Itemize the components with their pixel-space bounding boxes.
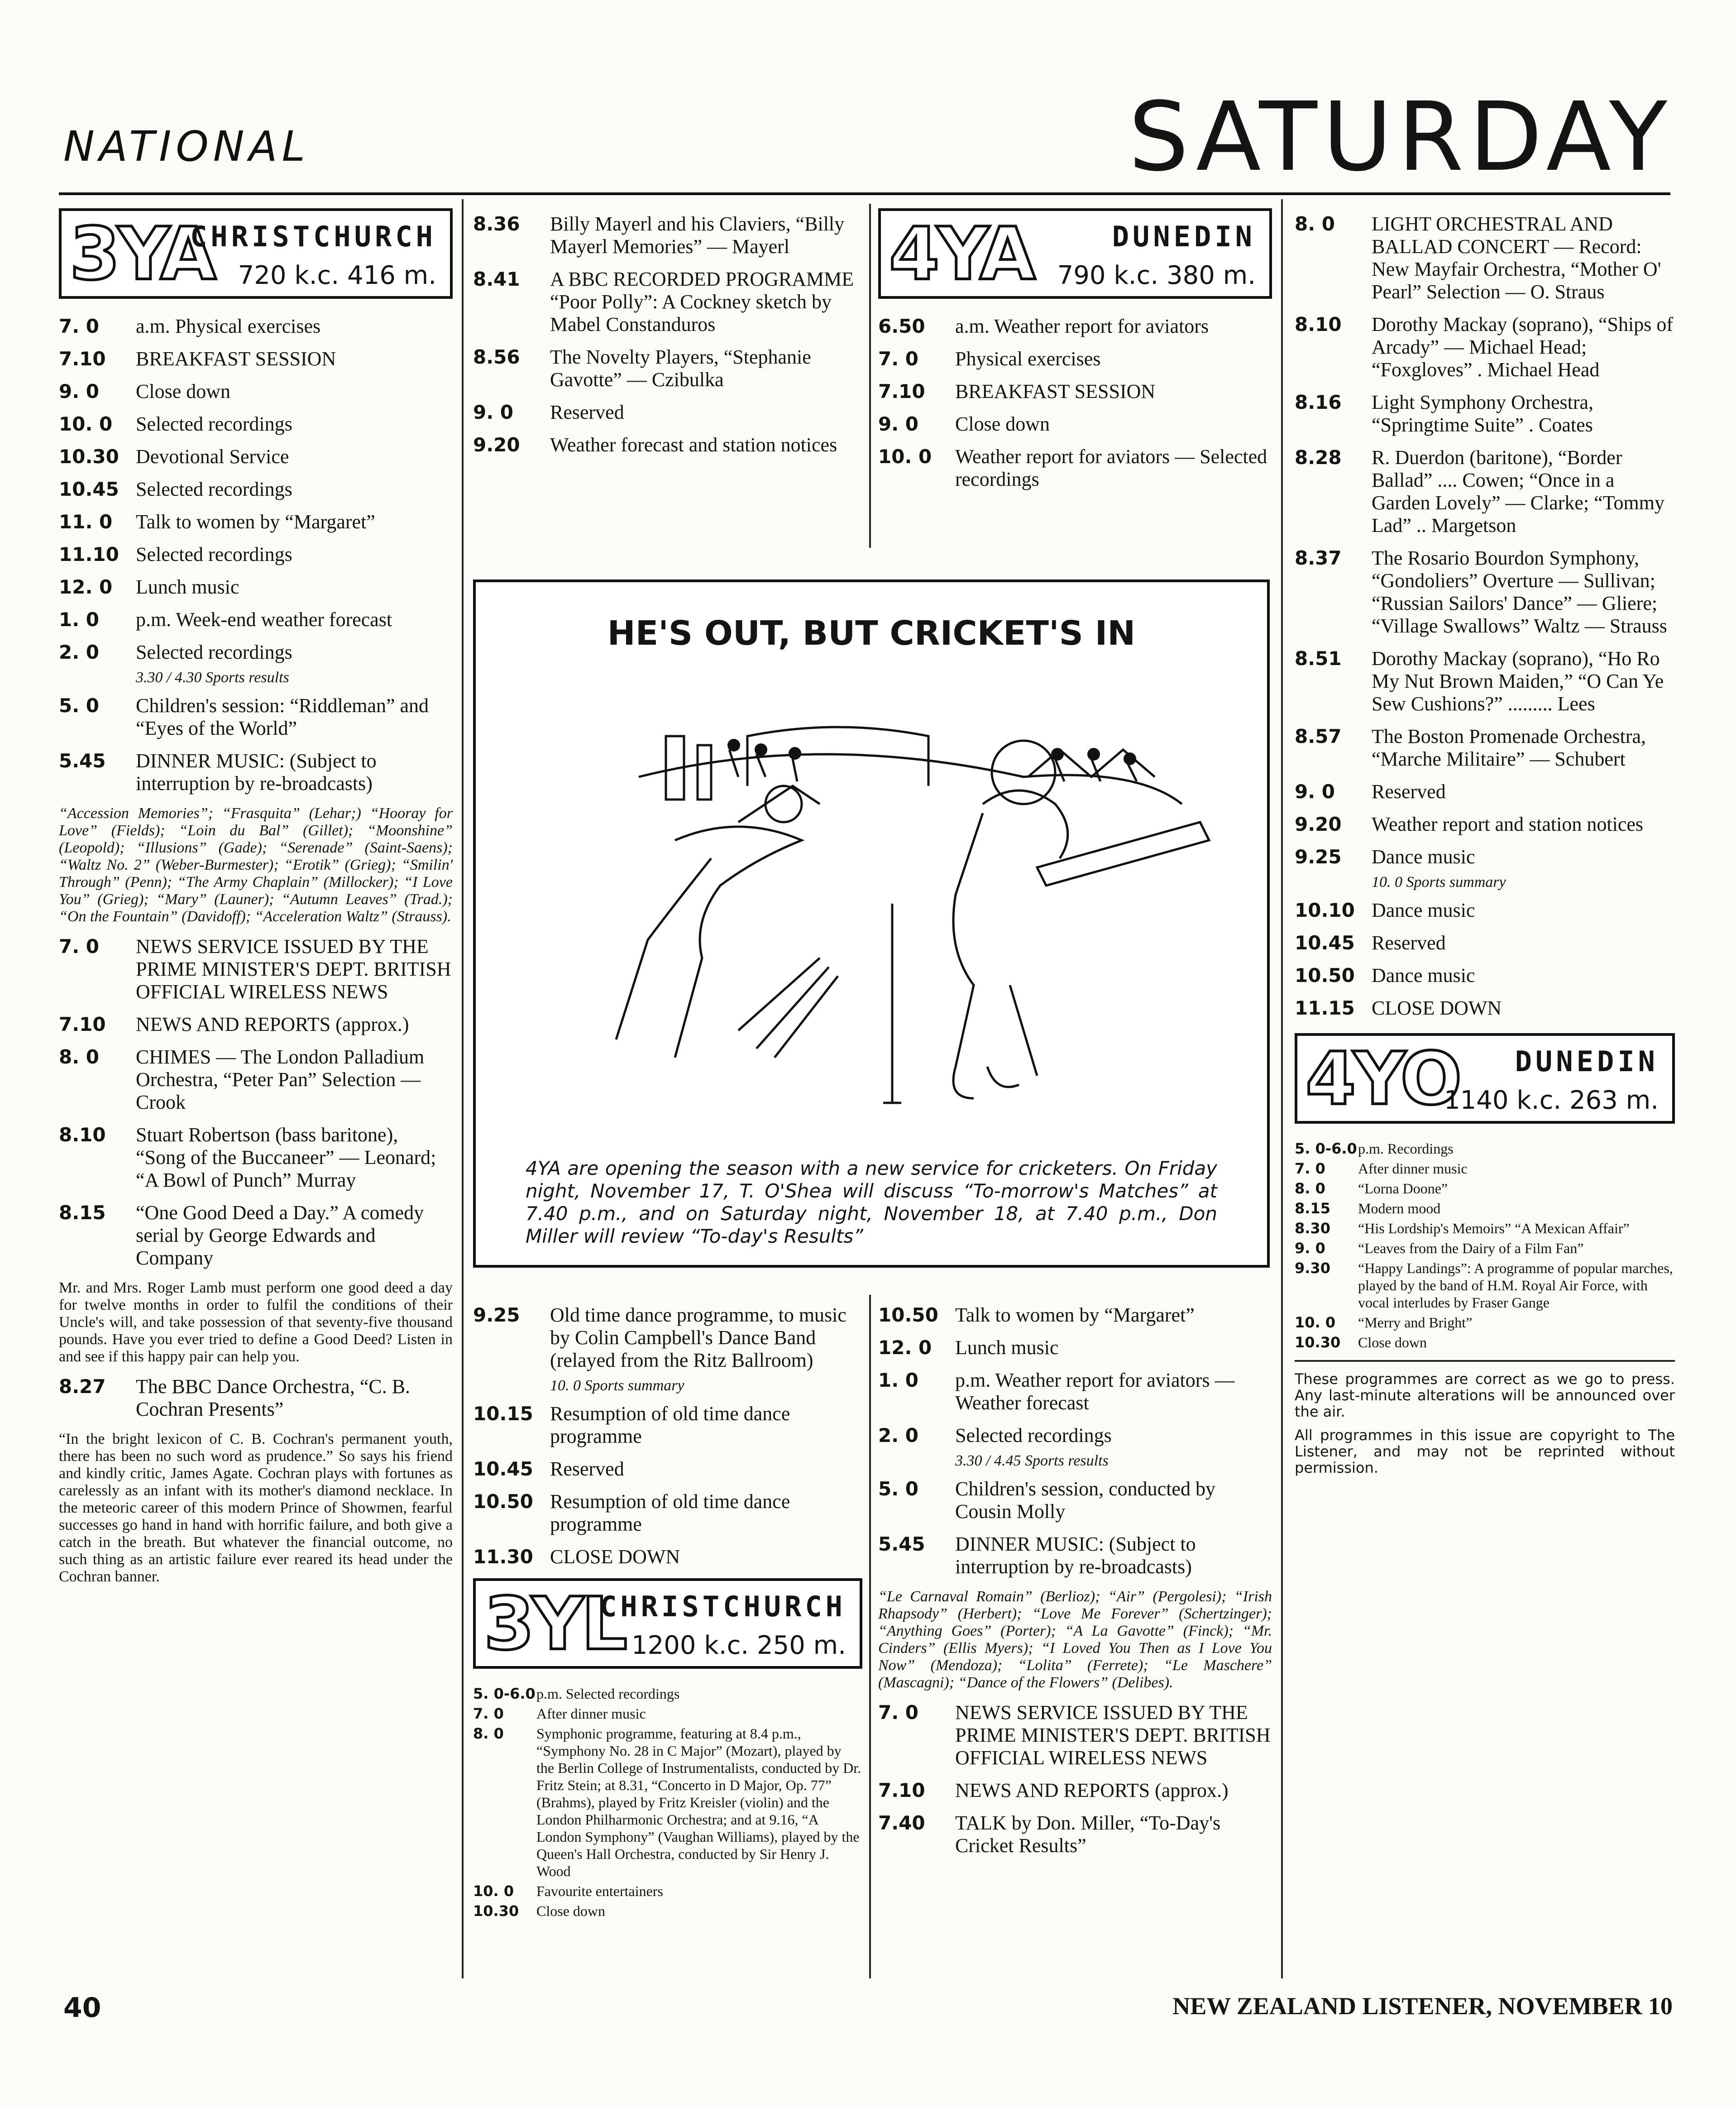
schedule-item: [1295, 1220, 1675, 1237]
entry-description: Selected recordings: [136, 413, 292, 435]
column-3ya: [59, 208, 453, 1595]
entry-description: Reserved: [1372, 932, 1446, 954]
programme-entry: [1295, 446, 1675, 537]
entry-description: Selected recordings: [136, 543, 292, 565]
programme-entry: [59, 608, 453, 631]
column-4ya-continued: [878, 1304, 1272, 1867]
programme-entry: [59, 750, 453, 795]
entry-time: 7. 0: [59, 315, 100, 337]
programme-note: “In the bright lexicon of C. B. Cochran's permanent youth, there has been no such word as prudence.” So says his friend and kindly critic, James Agate. Cochran plays with fortunes as carelessly as an infant with its mother's diamond necklace. In the meteoric career of this modern Prince of Showmen, fearful successes go hand in hand with horrific failure, and both give a catch in the breath. But whatever the financial outcome, no such thing as an artistic failure ever reared its head under the Cochran banner.: [59, 1431, 453, 1585]
entry-time: 5. 0-6.0: [1295, 1140, 1357, 1157]
station-frequency: 790 k.c. 380 m.: [1057, 261, 1256, 290]
programme-entry: [1295, 391, 1675, 436]
entry-time: 9.30: [1295, 1259, 1330, 1277]
programme-entry: [473, 1490, 862, 1536]
entry-description: “Leaves from the Dairy of a Film Fan”: [1358, 1240, 1584, 1256]
station-city: DUNEDIN: [1112, 220, 1256, 253]
entry-time: 8.15: [59, 1202, 106, 1224]
entry-time: 7. 0: [878, 1701, 919, 1724]
programme-entry: [59, 380, 453, 403]
schedule-item: [1295, 1200, 1675, 1217]
entry-time: 9.25: [473, 1304, 520, 1326]
sub-note: 10. 0 Sports summary: [1372, 874, 1506, 891]
entry-description: Reserved: [550, 401, 624, 423]
entry-description: p.m. Week-end weather forecast: [136, 608, 392, 631]
entry-time: 8.28: [1295, 446, 1342, 469]
entry-description: “His Lordship's Memoirs” “A Mexican Affair”: [1358, 1220, 1630, 1236]
entry-description: Favourite entertainers: [536, 1883, 663, 1899]
entry-description: CLOSE DOWN: [1372, 997, 1502, 1019]
entry-time: 8.51: [1295, 647, 1342, 670]
entry-description: p.m. Weather report for aviators — Weather forecast: [955, 1369, 1235, 1414]
entry-time: 10.50: [473, 1490, 533, 1513]
entry-description: Children's session, conducted by Cousin Molly: [955, 1478, 1215, 1523]
station-city: CHRISTCHURCH: [600, 1590, 846, 1623]
entry-description: The BBC Dance Orchestra, “C. B. Cochran Presents”: [136, 1375, 411, 1420]
programme-entry: [59, 413, 453, 436]
entry-description: “One Good Deed a Day.” A comedy serial by George Edwards and Company: [136, 1202, 424, 1269]
entry-description: The Boston Promenade Orchestra, “Marche Militaire” — Schubert: [1372, 725, 1646, 770]
entry-description: BREAKFAST SESSION: [136, 348, 336, 370]
schedule-item: [1295, 1314, 1675, 1331]
entry-description: Dance music: [1372, 964, 1475, 986]
entry-time: 7.10: [878, 1779, 925, 1801]
entry-time: 7.10: [59, 1013, 106, 1035]
entry-description: a.m. Weather report for aviators: [955, 315, 1209, 337]
programme-entry: [1295, 997, 1675, 1020]
entry-description: DINNER MUSIC: (Subject to interruption by re-broadcasts): [955, 1533, 1196, 1578]
entry-time: 10.50: [1295, 964, 1355, 986]
station-frequency: 1140 k.c. 263 m.: [1444, 1086, 1659, 1115]
schedule-item: [473, 1685, 862, 1702]
entry-description: Weather report and station notices: [1372, 813, 1644, 835]
entry-description: Light Symphony Orchestra, “Springtime Suite” . Coates: [1372, 391, 1594, 436]
section-label: NATIONAL: [63, 122, 310, 171]
programme-entry: [59, 543, 453, 566]
entry-time: 8.10: [59, 1124, 106, 1146]
column-3ya-continued: [473, 213, 862, 466]
programme-entry: [878, 1779, 1272, 1802]
programme-entry: [878, 1533, 1272, 1578]
entry-description: BREAKFAST SESSION: [955, 380, 1156, 402]
station-frequency: 1200 k.c. 250 m.: [631, 1631, 846, 1660]
programme-entry: [473, 1546, 862, 1568]
entry-time: 8.15: [1295, 1200, 1330, 1217]
entry-time: 10.45: [473, 1458, 533, 1480]
station-header-3yl: [473, 1578, 862, 1669]
entry-time: 8. 0: [59, 1046, 100, 1068]
cartoon-caption: 4YA are opening the season with a new service for cricketers. On Friday night, November 17, T. O'Shea will discuss “To-morrow's Matches” at 7.40 p.m., and on Saturday night, November 18, at 7.40 p.m., Don Miller will review “To-day's Results”: [526, 1157, 1217, 1247]
programme-entry: [878, 1812, 1272, 1857]
entry-time: 5. 0: [878, 1478, 919, 1500]
entry-time: 8.56: [473, 346, 520, 368]
programme-entry: [59, 445, 453, 468]
station-city: DUNEDIN: [1515, 1045, 1659, 1078]
entry-time: 10.50: [878, 1304, 938, 1326]
column-divider: [869, 204, 871, 548]
programme-entry: [59, 1202, 453, 1269]
entry-description: Close down: [1358, 1334, 1427, 1350]
entry-time: 7. 0: [473, 1705, 504, 1722]
programme-entry: [1295, 964, 1675, 987]
schedule-item: [1295, 1160, 1675, 1177]
page-number: 40: [63, 1992, 101, 2024]
station-call-sign: 4YO: [1306, 1036, 1459, 1121]
programme-entry: [878, 1369, 1272, 1414]
entry-time: 10.30: [1295, 1334, 1341, 1351]
entry-description: DINNER MUSIC: (Subject to interruption by re-broadcasts): [136, 750, 377, 795]
entry-time: 10.10: [1295, 899, 1355, 921]
entry-time: 8.10: [1295, 313, 1342, 335]
page-title: SATURDAY: [1128, 81, 1673, 192]
entry-description: Selected recordings: [136, 641, 292, 663]
entry-description: Selected recordings: [136, 478, 292, 500]
programme-entry: [878, 1336, 1272, 1359]
cricket-cartoon-illustration: [503, 668, 1245, 1144]
entry-time: 8.36: [473, 213, 520, 235]
entry-time: 12. 0: [878, 1336, 932, 1359]
programme-entry: [59, 935, 453, 1003]
entry-description: NEWS SERVICE ISSUED BY THE PRIME MINISTER'S DEPT. BRITISH OFFICIAL WIRELESS NEWS: [955, 1701, 1271, 1769]
entry-time: 6.50: [878, 315, 925, 337]
entry-description: Weather forecast and station notices: [550, 434, 837, 456]
entry-time: 9. 0: [1295, 781, 1335, 803]
entry-time: 9.25: [1295, 846, 1342, 868]
entry-description: “Happy Landings”: A programme of popular marches, played by the band of H.M. Royal Air Force, with vocal interludes by Fraser Gange: [1358, 1260, 1673, 1311]
entry-time: 5. 0-6.0: [473, 1685, 536, 1702]
entry-description: Stuart Robertson (bass baritone), “Song of the Buccaneer” — Leonard; “A Bowl of Punch” Murray: [136, 1124, 436, 1191]
entry-time: 8. 0: [1295, 213, 1335, 235]
programme-entry: [473, 1304, 862, 1372]
entry-description: Lunch music: [136, 576, 239, 598]
station-header-4yo: [1295, 1033, 1675, 1124]
station-city: CHRISTCHURCH: [190, 220, 436, 253]
schedule-item: [1295, 1180, 1675, 1197]
programme-entry: [878, 1701, 1272, 1769]
programme-entry: [1295, 899, 1675, 922]
entry-time: 10.30: [473, 1902, 519, 1920]
entry-description: Devotional Service: [136, 445, 289, 468]
entry-description: Dance music: [1372, 899, 1475, 921]
entry-time: 8.41: [473, 268, 520, 290]
entry-time: 7. 0: [59, 935, 100, 958]
notice-rule: [1295, 1360, 1675, 1362]
entry-description: Reserved: [1372, 781, 1446, 803]
programme-entry: [1295, 547, 1675, 637]
entry-time: 1. 0: [878, 1369, 919, 1391]
entry-time: 10.15: [473, 1403, 533, 1425]
programme-note: Mr. and Mrs. Roger Lamb must perform one good deed a day for twelve months in order to fulfil the conditions of their Uncle's will, and take possession of that seventy-five thousand pounds. Have you ever tried to define a Good Deed? Listen in and see if this happy pair can help you.: [59, 1279, 453, 1365]
programme-entry: [473, 268, 862, 336]
schedule-item: [1295, 1334, 1675, 1351]
programme-entry: [473, 434, 862, 456]
programme-entry: [1295, 647, 1675, 715]
station-call-sign: 4YA: [889, 211, 1033, 296]
programme-entry: [473, 346, 862, 391]
entry-time: 9. 0: [473, 401, 514, 423]
entry-description: p.m. Selected recordings: [536, 1686, 680, 1702]
dinner-music-list: “Le Carnaval Romain” (Berlioz); “Air” (Pergolesi); “Irish Rhapsody” (Herbert); “Love Me Forever” (Schertzinger); “Anything Goes” (Porter); “A La Gavotte” (Finck); “Mr. Cinders” (Ellis Myers); “I Loved You Then as I Love You Now” (Mendoza); “Lolita” (Ferrete); “Le Maschere” (Mascagni); “Dance of the Flowers” (Delibes).: [878, 1588, 1272, 1691]
schedule-item: [473, 1725, 862, 1880]
column-divider: [1281, 199, 1283, 1978]
programme-entry: [473, 401, 862, 424]
programme-entry: [878, 1424, 1272, 1447]
entry-description: Dorothy Mackay (soprano), “Ships of Arcady” — Michael Head; “Foxgloves” . Michael Head: [1372, 313, 1673, 381]
entry-description: Close down: [955, 413, 1050, 435]
programme-entry: [1295, 846, 1675, 868]
station-call-sign: 3YL: [484, 1581, 625, 1666]
entry-time: 1. 0: [59, 608, 100, 631]
copyright-notice: All programmes in this issue are copyright to The Listener, and may not be reprinted without permission.: [1295, 1427, 1675, 1476]
station-call-sign: 3YA: [70, 211, 214, 296]
schedule-item: [473, 1902, 862, 1920]
column-divider: [869, 1295, 871, 1978]
entry-description: Physical exercises: [955, 348, 1101, 370]
entry-description: The Novelty Players, “Stephanie Gavotte” — Czibulka: [550, 346, 811, 391]
programme-entry: [59, 1013, 453, 1036]
entry-time: 7. 0: [1295, 1160, 1325, 1177]
notice-text: These programmes are correct as we go to press. Any last-minute alterations will be announced over the air.: [1295, 1370, 1675, 1420]
sub-note: 3.30 / 4.45 Sports results: [955, 1452, 1109, 1469]
entry-description: Dance music: [1372, 846, 1475, 868]
entry-time: 11.30: [473, 1546, 533, 1568]
programme-entry: [878, 348, 1272, 370]
programme-entry: [473, 213, 862, 258]
entry-time: 11. 0: [59, 511, 113, 533]
sub-note: 10. 0 Sports summary: [550, 1377, 684, 1394]
entry-time: 8.27: [59, 1375, 106, 1398]
entry-description: A BBC RECORDED PROGRAMME “Poor Polly”: A Cockney sketch by Mabel Constanduros: [550, 268, 854, 335]
programme-entry: [878, 315, 1272, 338]
programme-entry: [1295, 213, 1675, 303]
programme-entry: [59, 315, 453, 338]
entry-time: 9. 0: [59, 380, 100, 402]
cartoon-panel: [473, 579, 1270, 1268]
entry-description: LIGHT ORCHESTRAL AND BALLAD CONCERT — Record: New Mayfair Orchestra, “Mother O' Pearl” Selection — O. Straus: [1372, 213, 1661, 303]
entry-description: CHIMES — The London Palladium Orchestra, “Peter Pan” Selection — Crook: [136, 1046, 425, 1113]
entry-time: 5.45: [878, 1533, 925, 1555]
entry-description: Modern mood: [1358, 1200, 1441, 1216]
programme-entry: [1295, 313, 1675, 381]
entry-description: a.m. Physical exercises: [136, 315, 321, 337]
station-header-3ya: [59, 208, 453, 299]
entry-time: 5. 0: [59, 694, 100, 717]
programme-entry: [1295, 813, 1675, 836]
entry-description: Old time dance programme, to music by Colin Campbell's Dance Band (relayed from the Ritz Ballroom): [550, 1304, 846, 1371]
column-4ya-evening: [1295, 213, 1675, 1483]
schedule-item: [473, 1705, 862, 1722]
schedule-item: [473, 1882, 862, 1900]
column-divider: [462, 199, 464, 1978]
schedule-item: [1295, 1140, 1675, 1157]
entry-description: Reserved: [550, 1458, 624, 1480]
entry-time: 12. 0: [59, 576, 113, 598]
programme-entry: [59, 641, 453, 664]
entry-description: Lunch music: [955, 1336, 1059, 1359]
station-header-4ya: [878, 208, 1272, 299]
entry-description: Weather report for aviators — Selected recordings: [955, 445, 1267, 490]
programme-entry: [1295, 932, 1675, 954]
programme-entry: [878, 445, 1272, 491]
entry-time: 10. 0: [878, 445, 932, 468]
column-4ya: [878, 208, 1272, 501]
programme-entry: [473, 1458, 862, 1480]
programme-entry: [878, 1478, 1272, 1523]
entry-time: 7.10: [878, 380, 925, 402]
sub-note: 3.30 / 4.30 Sports results: [136, 669, 289, 686]
entry-description: NEWS AND REPORTS (approx.): [955, 1779, 1229, 1801]
programme-entry: [59, 1124, 453, 1192]
entry-description: Talk to women by “Margaret”: [955, 1304, 1195, 1326]
programme-entry: [59, 478, 453, 501]
entry-time: 10. 0: [1295, 1314, 1336, 1331]
entry-time: 9. 0: [878, 413, 919, 435]
entry-description: “Lorna Doone”: [1358, 1180, 1448, 1197]
entry-description: NEWS SERVICE ISSUED BY THE PRIME MINISTER'S DEPT. BRITISH OFFICIAL WIRELESS NEWS: [136, 935, 451, 1003]
entry-time: 7. 0: [878, 348, 919, 370]
entry-description: Dorothy Mackay (soprano), “Ho Ro My Nut Brown Maiden,” “O Can Ye Sew Cushions?” ......... Lees: [1372, 647, 1664, 715]
cartoon-title: HE'S OUT, BUT CRICKET'S IN: [607, 614, 1136, 653]
entry-description: After dinner music: [536, 1705, 646, 1722]
entry-description: TALK by Don. Miller, “To-Day's Cricket Results”: [955, 1812, 1221, 1857]
programme-entry: [59, 511, 453, 533]
entry-description: “Merry and Bright”: [1358, 1314, 1473, 1331]
entry-time: 8.16: [1295, 391, 1342, 413]
entry-time: 8.57: [1295, 725, 1342, 747]
entry-description: Billy Mayerl and his Claviers, “Billy Mayerl Memories” — Mayerl: [550, 213, 845, 258]
entry-description: p.m. Recordings: [1358, 1140, 1454, 1157]
entry-description: The Rosario Bourdon Symphony, “Gondoliers” Overture — Sullivan; “Russian Sailors' Dance” — Gliere; “Village Swallows” Waltz — Strauss: [1372, 547, 1667, 637]
entry-time: 9.20: [1295, 813, 1342, 835]
entry-description: Close down: [136, 380, 230, 402]
dinner-music-list: “Accession Memories”; “Frasquita” (Lehar;) “Hooray for Love” (Fields); “Loin du Bal” (Gillet); “Moonshine” (Leopold); “Illusions” (Gade); “Serenade” (Saint-Saens); “Waltz No. 2” (Weber-Burmester); “Erotik” (Grieg); “Smilin' Through” (Penn); “The Army Chaplain” (Millocker); “I Love You” (Grieg); “Mary” (Launer); “Autumn Leaves” (Trad.); “On the Fountain” (Davidoff); “Acceleration Waltz” (Strauss).: [59, 805, 453, 925]
programme-entry: [59, 1046, 453, 1114]
entry-time: 9.20: [473, 434, 520, 456]
entry-time: 7.40: [878, 1812, 925, 1834]
schedule-item: [1295, 1240, 1675, 1257]
entry-time: 10. 0: [473, 1882, 514, 1900]
entry-time: 2. 0: [59, 641, 100, 663]
entry-time: 8. 0: [473, 1725, 504, 1742]
entry-time: 8. 0: [1295, 1180, 1325, 1197]
programme-entry: [1295, 781, 1675, 803]
entry-description: NEWS AND REPORTS (approx.): [136, 1013, 409, 1035]
entry-description: R. Duerdon (baritone), “Border Ballad” .... Cowen; “Once in a Garden Lovely” — Clarke; “Tommy Lad” .. Margetson: [1372, 446, 1664, 536]
entry-description: Children's session: “Riddleman” and “Eyes of the World”: [136, 694, 429, 739]
publication-line: NEW ZEALAND LISTENER, NOVEMBER 10: [1172, 1992, 1673, 2020]
entry-time: 10.30: [59, 445, 119, 468]
entry-description: Resumption of old time dance programme: [550, 1403, 790, 1447]
entry-time: 7.10: [59, 348, 106, 370]
entry-time: 2. 0: [878, 1424, 919, 1446]
header-rule: [59, 192, 1670, 195]
entry-time: 5.45: [59, 750, 106, 772]
entry-description: Talk to women by “Margaret”: [136, 511, 375, 533]
programme-entry: [1295, 725, 1675, 771]
entry-description: CLOSE DOWN: [550, 1546, 680, 1568]
programme-entry: [878, 1304, 1272, 1326]
entry-time: 8.30: [1295, 1220, 1330, 1237]
programme-entry: [59, 694, 453, 740]
entry-time: 10.45: [59, 478, 119, 500]
entry-time: 8.37: [1295, 547, 1342, 569]
programme-entry: [59, 348, 453, 370]
programme-entry: [878, 413, 1272, 436]
station-frequency: 720 k.c. 416 m.: [238, 261, 436, 290]
entry-time: 10.45: [1295, 932, 1355, 954]
programme-entry: [59, 576, 453, 599]
entry-description: Symphonic programme, featuring at 8.4 p.m., “Symphony No. 28 in C Major” (Mozart), played by the Berlin College of Instrumentalists, conducted by Dr. Fritz Stein; at 8.31, “Concerto in D Major, Op. 77” (Brahms), played by Fritz Kreisler (violin) and the London Philharmonic Orchestra; and at 9.16, “A London Symphony” (Vaughan Williams), played by the Queen's Hall Orchestra, conducted by Sir Henry J. Wood: [536, 1725, 861, 1879]
entry-description: Close down: [536, 1903, 605, 1919]
entry-description: Resumption of old time dance programme: [550, 1490, 790, 1535]
entry-time: 11.15: [1295, 997, 1355, 1019]
entry-time: 10. 0: [59, 413, 113, 435]
programme-entry: [473, 1403, 862, 1448]
entry-description: Selected recordings: [955, 1424, 1112, 1446]
entry-time: 11.10: [59, 543, 119, 565]
programme-entry: [878, 380, 1272, 403]
schedule-item: [1295, 1259, 1675, 1311]
entry-time: 9. 0: [1295, 1240, 1325, 1257]
programme-entry: [59, 1375, 453, 1421]
column-3ya-late: [473, 1304, 862, 1922]
entry-description: After dinner music: [1358, 1160, 1468, 1177]
